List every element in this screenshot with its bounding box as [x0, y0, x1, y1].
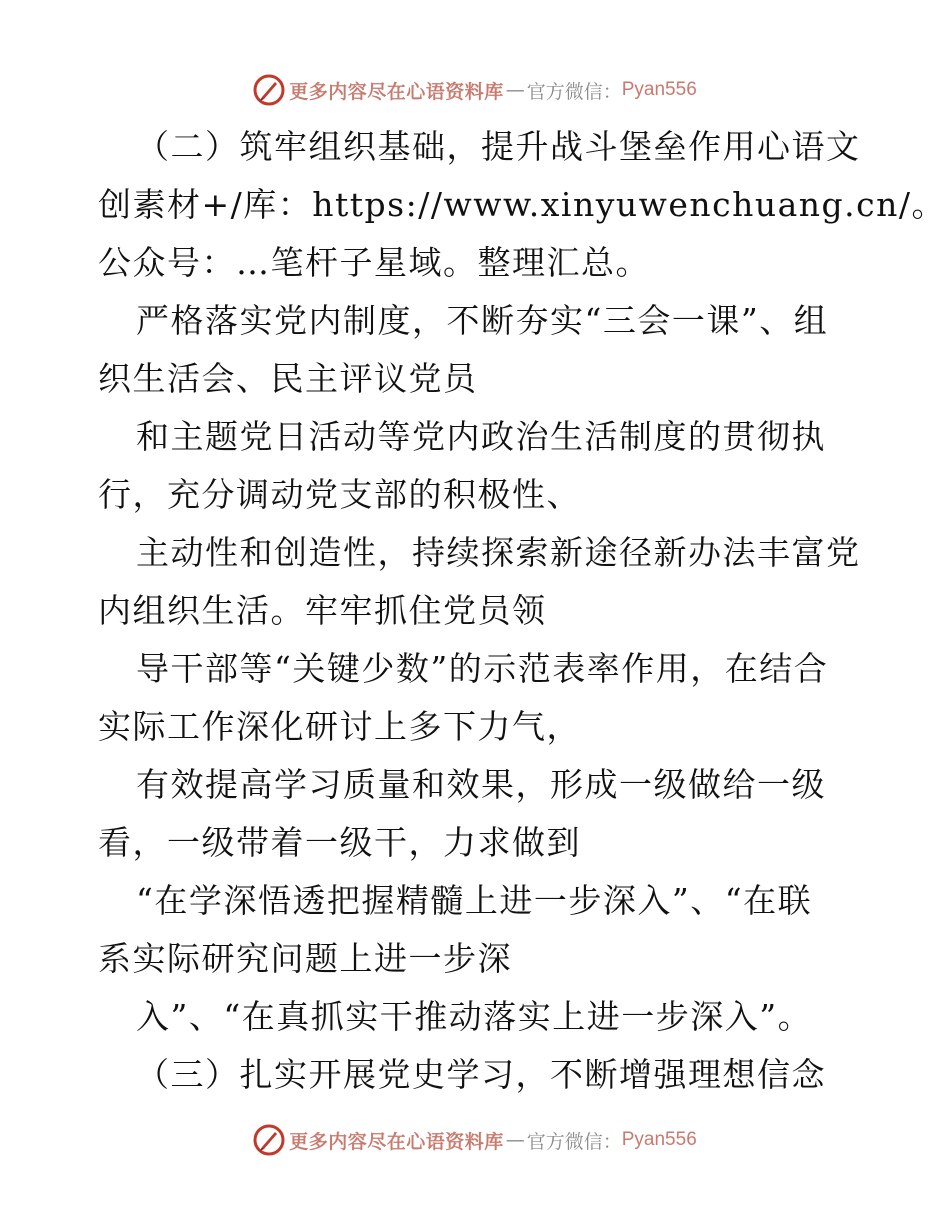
paragraph-line: 创素材+/库：https://www.xinyuwenchuang.cn/。: [98, 185, 947, 224]
section-heading-2: （二）筑牢组织基础，提升战斗堡垒作用心语文: [136, 127, 861, 166]
paragraph-line: 系实际研究问题上进一步深: [98, 939, 512, 978]
header-brand-text: 更多内容尽在心语资料库: [289, 80, 504, 103]
paragraph-line: 行，充分调动党支部的积极性、: [98, 475, 581, 514]
paragraph-line: “在学深悟透把握精髓上进一步深入”、“在联: [136, 881, 813, 920]
header-separator: —: [505, 79, 525, 101]
paragraph-line: 和主题党日活动等党内政治生活制度的贯彻执: [136, 417, 826, 456]
paragraph-line: 实际工作深化研讨上多下力气，: [98, 707, 581, 746]
paragraph-line: 有效提高学习质量和效果，形成一级做给一级: [136, 765, 826, 804]
footer-wechat-label: 官方微信：: [526, 1130, 622, 1153]
quill-logo-icon: [253, 74, 285, 106]
paragraph-line: 主动性和创造性，持续探索新途径新办法丰富党: [136, 533, 861, 572]
header-banner: [0, 70, 950, 110]
paragraph-line: 严格落实党内制度，不断夯实“三会一课”、组: [136, 301, 829, 340]
footer-separator: —: [505, 1129, 525, 1151]
paragraph-line: 入”、“在真抓实干推动落实上进一步深入”。: [136, 997, 813, 1036]
header-wechat-label: 官方微信：: [526, 80, 622, 103]
document-body: [98, 118, 947, 1104]
section-heading-3: （三）扎实开展党史学习，不断增强理想信念: [136, 1055, 826, 1094]
paragraph-line: 公众号：…笔杆子星域。整理汇总。: [98, 243, 650, 282]
footer-brand-text: 更多内容尽在心语资料库: [289, 1130, 504, 1153]
header-wechat-id: Pyan556: [621, 79, 697, 100]
paragraph-line: 织生活会、民主评议党员: [98, 359, 478, 398]
paragraph-line: 内组织生活。牢牢抓住党员领: [98, 591, 547, 630]
quill-logo-icon: [253, 1124, 285, 1156]
footer-wechat-id: Pyan556: [621, 1129, 697, 1150]
paragraph-line: 看，一级带着一级干，力求做到: [98, 823, 581, 862]
footer-banner: [0, 1120, 950, 1160]
paragraph-line: 导干部等“关键少数”的示范表率作用，在结合: [136, 649, 829, 688]
